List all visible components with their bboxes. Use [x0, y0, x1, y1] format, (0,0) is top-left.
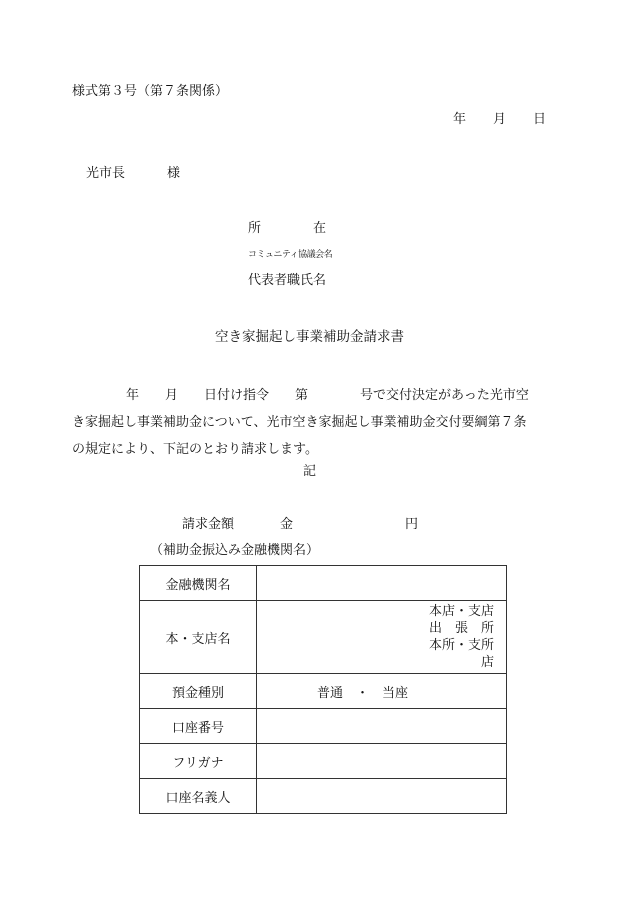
representative-label: 代表者職氏名 [248, 273, 327, 288]
branch-option: 出 張 所 [428, 621, 494, 636]
ki-heading: 記 [303, 464, 317, 479]
table-row [140, 779, 507, 814]
request-amount-unit: 円 [405, 517, 419, 532]
branch-option: 本所・支所 [428, 638, 494, 653]
date-year: 年 [453, 112, 467, 127]
address-label: 所 在 [248, 221, 327, 236]
account-number-field[interactable] [257, 709, 507, 744]
branch-name-label: 本・支店名 [140, 601, 257, 674]
account-holder-field[interactable] [257, 779, 507, 814]
form-number: 様式第３号（第７条関係） [72, 84, 229, 99]
date-month: 月 [493, 112, 507, 127]
furigana-label: フリガナ [140, 744, 257, 779]
table-row [140, 566, 507, 601]
branch-option: 店 [480, 655, 494, 670]
table-row [140, 709, 507, 744]
body-paragraph [72, 382, 550, 463]
organization-label: コミュニティ協議会名 [248, 250, 333, 260]
account-type-field[interactable]: 普通 ・ 当座 [257, 674, 507, 709]
account-holder-label: 口座名義人 [140, 779, 257, 814]
table-row [140, 601, 507, 674]
table-row [140, 744, 507, 779]
body-line-2: き家掘起し事業補助金について、光市空き家掘起し事業補助金交付要綱第７条 [72, 415, 527, 430]
body-line-1: 年 月 日付け指令 第 号で交付決定があった光市空 [126, 388, 529, 403]
document-title: 空き家掘起し事業補助金請求書 [215, 329, 404, 345]
bank-name-label: 金融機関名 [140, 566, 257, 601]
date-line [453, 112, 546, 128]
date-day: 日 [533, 112, 547, 127]
addressee-name: 光市長 [86, 166, 126, 181]
account-number-label: 口座番号 [140, 709, 257, 744]
branch-option: 本店・支店 [428, 604, 494, 619]
bank-name-field[interactable] [257, 566, 507, 601]
request-amount-label: 請求金額 [182, 517, 235, 532]
request-amount-prefix: 金 [280, 517, 294, 532]
table-row [140, 674, 507, 709]
bank-table [139, 565, 507, 814]
account-type-label: 預金種別 [140, 674, 257, 709]
bank-section-heading: （補助金振込み金融機関名） [150, 543, 320, 558]
body-line-3: の規定により、下記のとおり請求します。 [72, 442, 318, 457]
branch-options[interactable] [257, 601, 507, 674]
request-amount [182, 517, 418, 533]
furigana-field[interactable] [257, 744, 507, 779]
addressee-honorific: 様 [167, 166, 181, 181]
addressee [86, 166, 180, 182]
